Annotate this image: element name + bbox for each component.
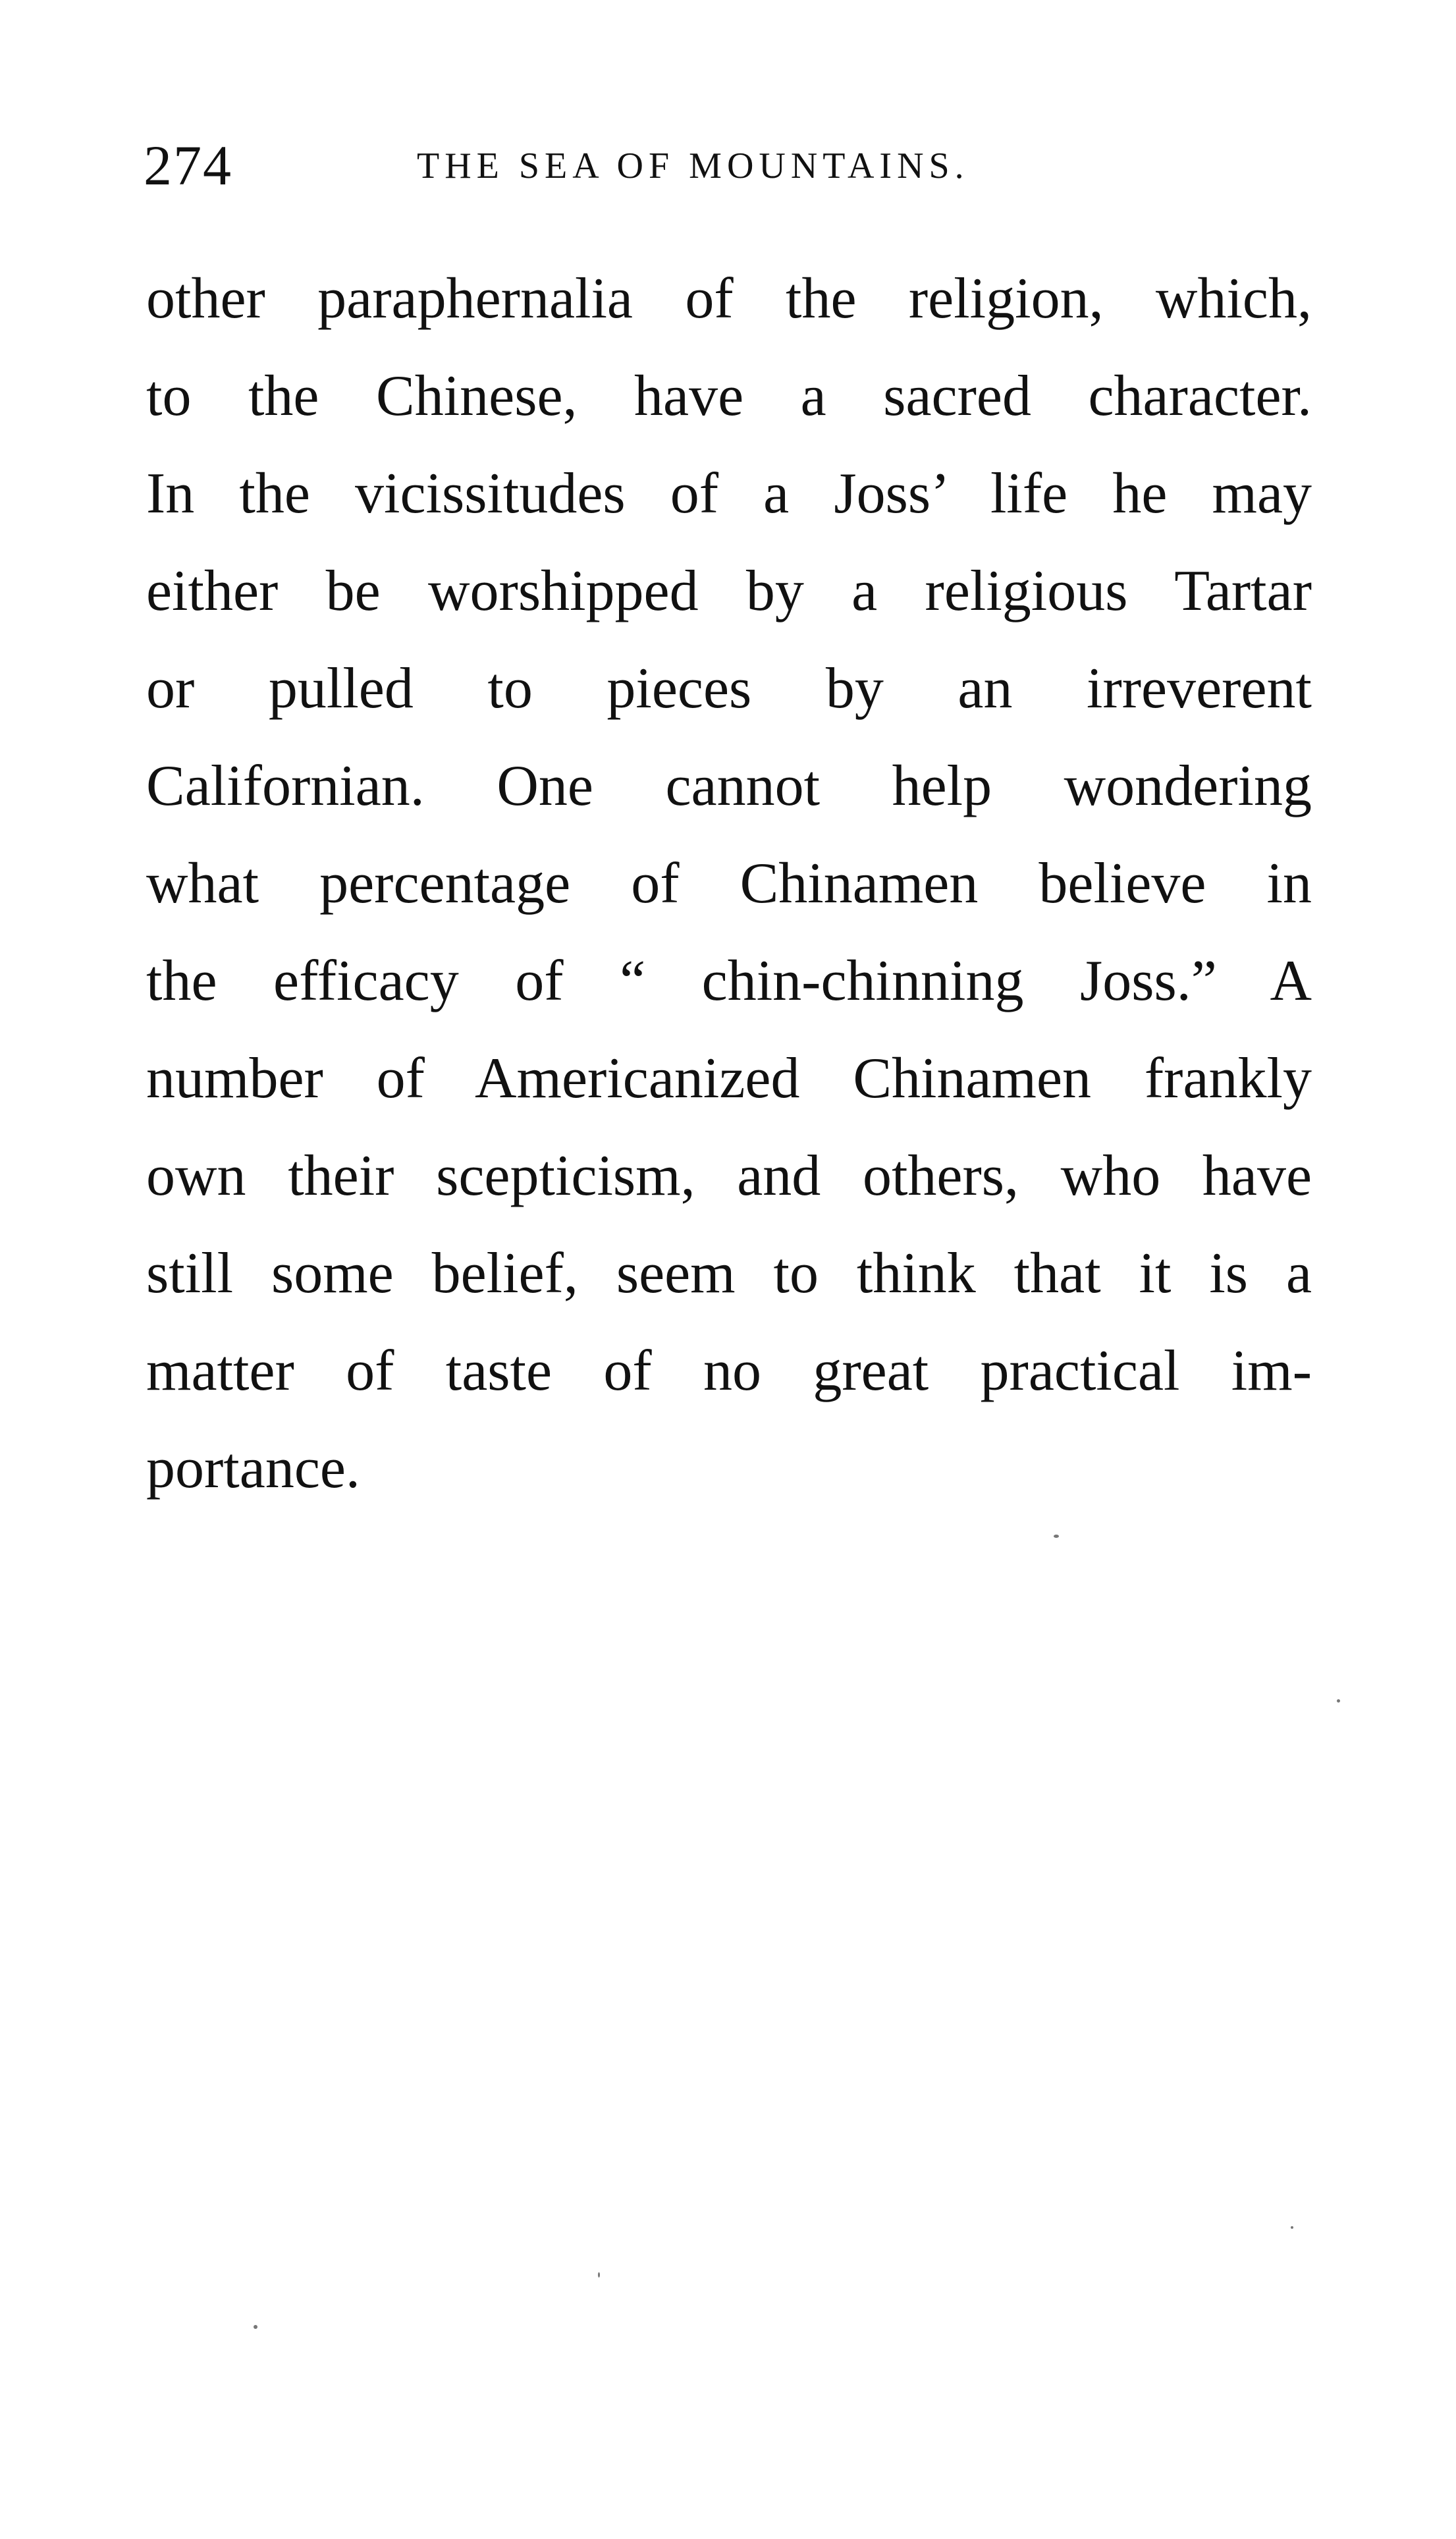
body-paragraph — [146, 250, 1312, 1517]
text-line: matter of taste of no great practical im- — [146, 1339, 1312, 1403]
text-line: or pulled to pieces by an irreverent — [146, 657, 1312, 721]
scan-speck — [1337, 1699, 1340, 1703]
text-line: number of Americanized Chinamen frankly — [146, 1047, 1312, 1110]
text-line: what percentage of Chinamen believe in — [146, 852, 1312, 915]
scan-speck — [598, 2272, 600, 2278]
text-line: still some belief, seem to think that it is a — [146, 1242, 1312, 1305]
text-line: either be worshipped by a religious Tartar — [146, 559, 1312, 623]
text-line: own their scepticism, and others, who have — [146, 1144, 1312, 1208]
text-line: other paraphernalia of the religion, which, — [146, 267, 1312, 331]
text-line: portance. — [146, 1436, 360, 1500]
scan-speck — [254, 2325, 257, 2329]
text-line: the efficacy of “ chin-chinning Joss.” A — [146, 949, 1312, 1013]
text-line: In the vicissitudes of a Joss’ life he may — [146, 462, 1312, 526]
running-head — [144, 129, 1329, 202]
text-line: Californian. One cannot help wondering — [146, 754, 1312, 818]
text-line: to the Chinese, have a sacred character. — [146, 364, 1312, 428]
page-number: 274 — [144, 134, 232, 197]
scan-speck — [1054, 1535, 1059, 1538]
scan-speck — [1291, 2226, 1293, 2229]
running-title: THE SEA OF MOUNTAINS. — [417, 146, 969, 186]
